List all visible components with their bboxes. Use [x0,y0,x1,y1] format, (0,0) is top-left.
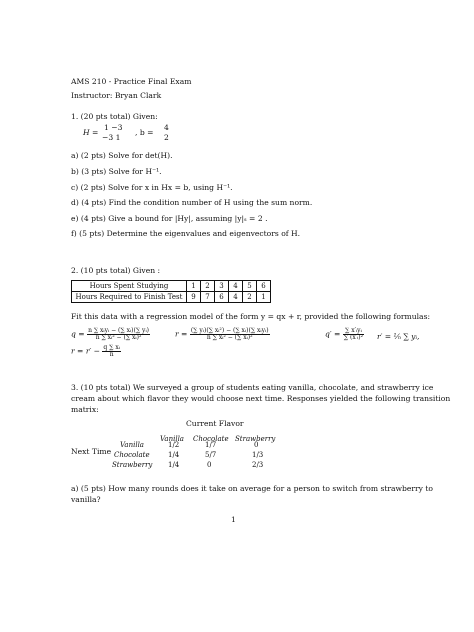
b-vector-row1: 4 [164,123,169,132]
matrix-cell: 1/7 [205,441,217,449]
page-number: 1 [231,515,236,524]
q2-intro: 2. (10 pts total) Given : [71,266,161,275]
q-prime-formula [325,328,364,341]
q3-intro-line3: matrix: [71,405,99,414]
r-formula [175,328,270,341]
q-prime-numerator: ∑ x′ᵢyᵢ [343,328,364,335]
table-cell: 5 [243,281,257,292]
next-time-label: Next Time [71,447,112,456]
matrix-cell: 0 [207,461,212,469]
r-denominator: n ∑ xᵢ² − (∑ xᵢ)² [206,334,253,341]
r-equation-fraction [102,345,121,358]
instructor: Instructor: Bryan Clark [71,91,162,100]
table-row [72,281,271,292]
r-numerator: (∑ yᵢ)(∑ xᵢ²) − (∑ xᵢ)(∑ xᵢyᵢ) [190,327,269,334]
q1-part-e: e) (4 pts) Give a bound for |Hy|, assuming |y|ₛ = 2 . [71,214,268,223]
col-header-vanilla: Vanilla [160,435,184,443]
q1-part-a: a) (2 pts) Solve for det(H). [71,151,173,160]
q3-part-a-line2: vanilla? [71,495,101,504]
q3-intro-line1: 3. (10 pts total) We surveyed a group of students eating vanilla, chocolate, and strawberry ice [71,383,434,392]
table-cell: 3 [215,281,229,292]
matrix-cell: 5/7 [205,451,217,459]
q-numerator: n ∑ xᵢyᵢ − (∑ xᵢ)(∑ yᵢ) [88,327,149,334]
row-header-strawberry: Strawberry [112,461,153,469]
matrix-cell: 1/4 [168,451,180,459]
current-flavor-label: Current Flavor [186,419,244,428]
row-header-vanilla: Vanilla [120,441,144,449]
q1-part-d: d) (4 pts) Find the condition number of H using the sum norm. [71,198,313,207]
matrix-cell: 0 [254,441,259,449]
r-equation [71,345,121,358]
q-prime-lhs: q′ = [325,329,341,339]
col-header-chocolate: Chocolate [193,435,229,443]
table-cell: 1 [257,292,271,303]
q-fraction [87,328,150,341]
r-equation-lhs: r = r′ − [71,346,100,356]
b-label: , b = [135,128,154,137]
table-cell: 2 [201,281,215,292]
b-vector-row2: 2 [164,133,169,142]
table-row-label: Hours Required to Finish Test [72,292,187,303]
table-cell: 7 [201,292,215,303]
q-denominator: n ∑ xᵢ² − (∑ xᵢ)² [95,334,142,341]
table-cell: 9 [187,292,201,303]
matrix-cell: 1/2 [168,441,180,449]
matrix-cell: 1/4 [168,461,180,469]
table-cell: 6 [215,292,229,303]
r-prime-formula: r′ = ¹⁄ₙ ∑ yᵢ, [377,332,420,341]
study-data-table [71,280,271,303]
h-label: H = [83,128,99,137]
table-cell: 6 [257,281,271,292]
h-matrix-row1: 1 −3 [104,123,123,132]
q-formula [71,328,150,341]
q3-intro-line2: cream about which flavor they would choose next time. Responses yielded the following transition [71,394,451,403]
r-equation-denominator: n [109,351,114,358]
q1-part-c: c) (2 pts) Solve for x in Hx = b, using H⁻¹. [71,183,233,192]
exam-title: AMS 210 - Practice Final Exam [71,77,192,86]
table-cell: 4 [229,281,243,292]
row-header-chocolate: Chocolate [114,451,150,459]
q3-part-a-line1: a) (5 pts) How many rounds does it take on average for a person to switch from strawberry to [71,484,433,493]
table-cell: 4 [229,292,243,303]
h-matrix-row2: −3 1 [102,133,121,142]
q1-part-f: f) (5 pts) Determine the eigenvalues and eigenvectors of H. [71,229,301,238]
q2-fit-text: Fit this data with a regression model of the form y = qx + r, provided the following formulas: [71,312,431,321]
table-row-label: Hours Spent Studying [72,281,187,292]
matrix-cell: 1/3 [252,451,264,459]
q1-intro: 1. (20 pts total) Given: [71,112,158,121]
r-equation-numerator: q ∑ xᵢ [103,344,120,351]
col-header-strawberry: Strawberry [235,435,276,443]
table-cell: 2 [243,292,257,303]
q-prime-fraction [343,328,364,341]
r-formula-lhs: r = [175,329,188,339]
matrix-cell: 2/3 [252,461,264,469]
table-row [72,292,271,303]
table-cell: 1 [187,281,201,292]
q1-part-b: b) (3 pts) Solve for H⁻¹. [71,167,162,176]
q-formula-lhs: q = [71,329,85,339]
q-prime-denominator: ∑ (x′ᵢ)² [343,334,364,341]
r-fraction [190,328,270,341]
